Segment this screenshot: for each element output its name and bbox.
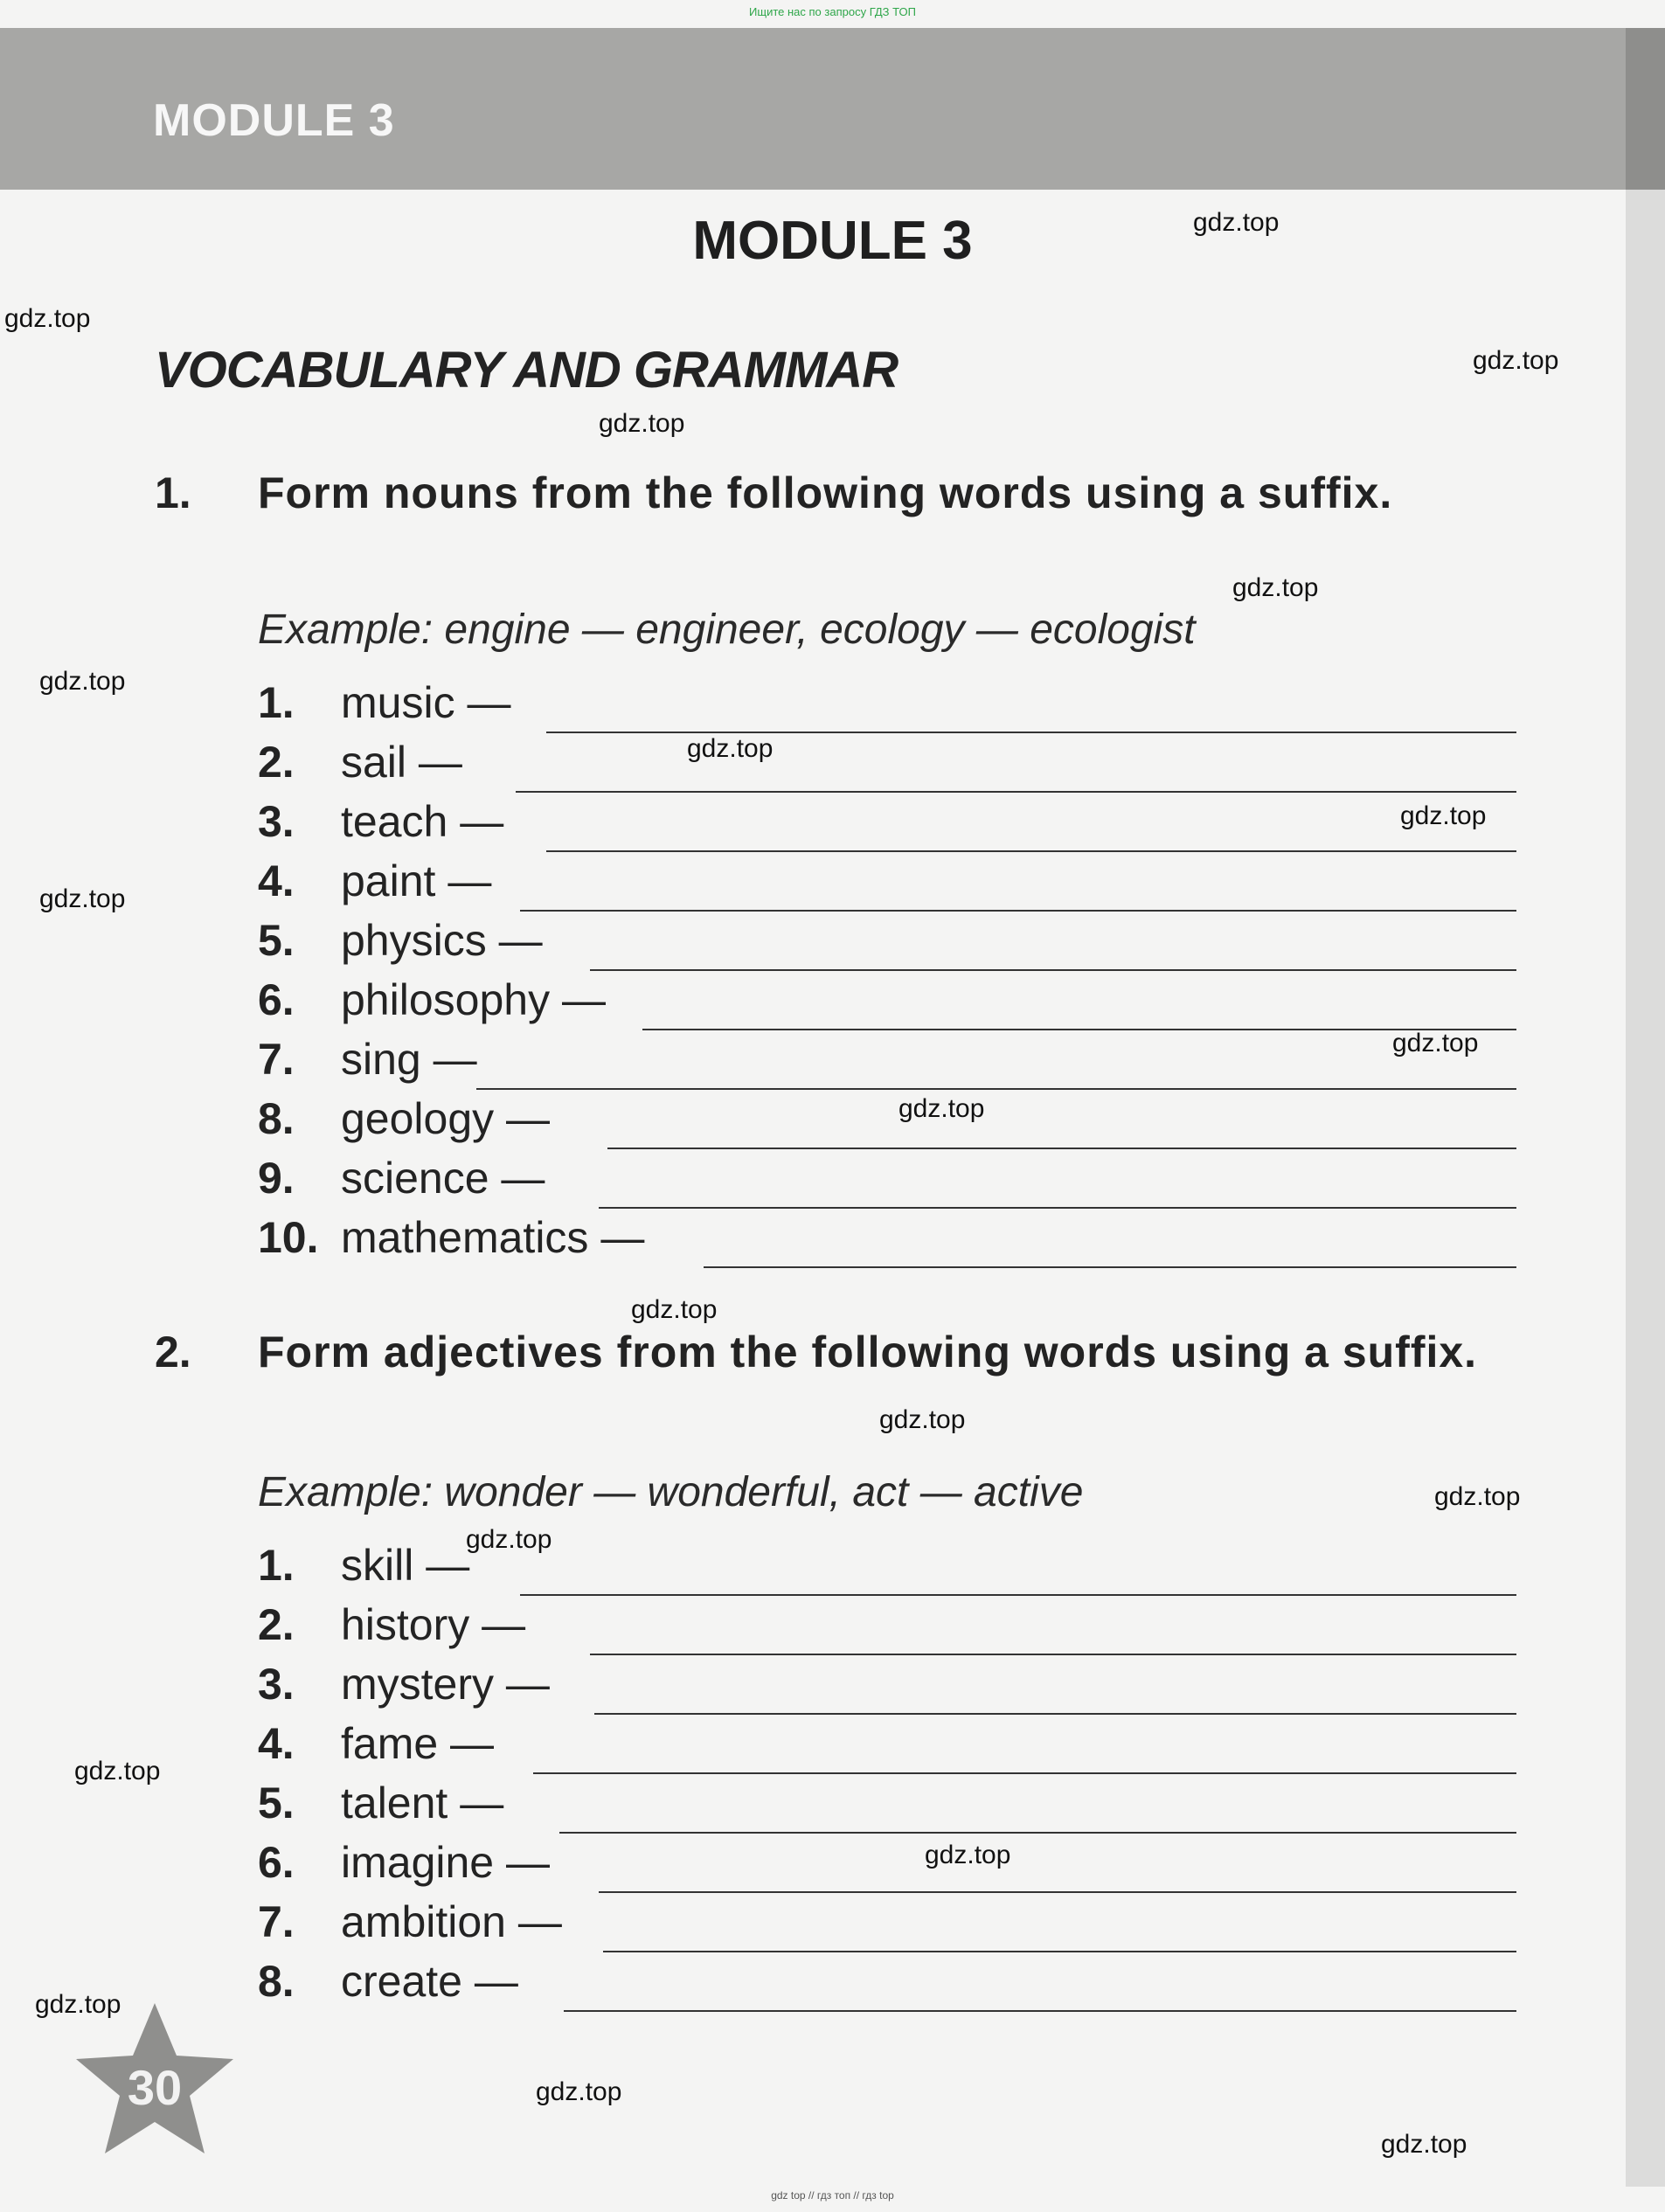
exercise-2-instruction: Form adjectives from the following words using a suffix.	[258, 1328, 1478, 1376]
item-word: create —	[341, 1957, 518, 2006]
item-word: imagine —	[341, 1838, 550, 1887]
exercise-item	[258, 915, 1516, 974]
watermark: gdz.top	[1434, 1482, 1521, 1511]
item-number: 3.	[258, 1660, 295, 1709]
item-number: 1.	[258, 1541, 295, 1590]
item-number: 5.	[258, 916, 295, 965]
watermark: gdz.top	[1193, 208, 1280, 237]
item-number: 9.	[258, 1154, 295, 1203]
answer-line[interactable]	[520, 1594, 1516, 1596]
exercise-item	[258, 1153, 1516, 1212]
exercise-item	[258, 796, 1516, 856]
top-search-note: Ищите нас по запросу ГДЗ ТОП	[749, 5, 916, 18]
exercise-item	[258, 1837, 1516, 1896]
watermark: gdz.top	[687, 734, 774, 763]
answer-line[interactable]	[590, 1654, 1516, 1655]
item-number: 7.	[258, 1897, 295, 1946]
page-number-star	[74, 2001, 236, 2159]
page-edge-cap	[1626, 28, 1665, 190]
item-word: mathematics —	[341, 1213, 645, 1262]
answer-line[interactable]	[564, 2010, 1516, 2012]
answer-line[interactable]	[476, 1088, 1516, 1090]
item-word: geology —	[341, 1094, 551, 1143]
watermark: gdz.top	[74, 1757, 161, 1786]
watermark: gdz.top	[466, 1525, 552, 1554]
item-word: teach —	[341, 797, 504, 846]
item-word: physics —	[341, 916, 543, 965]
item-number: 1.	[258, 678, 295, 727]
item-number: 8.	[258, 1094, 295, 1143]
watermark: gdz.top	[39, 884, 126, 913]
exercise-item	[258, 1212, 1516, 1272]
exercise-item	[258, 1778, 1516, 1837]
exercise-2-list	[258, 1540, 1516, 2015]
item-word: music —	[341, 678, 511, 727]
item-word: sail —	[341, 738, 462, 787]
section-title: VOCABULARY AND GRAMMAR	[155, 342, 898, 399]
item-number: 10.	[258, 1213, 319, 1262]
exercise-1-number: 1.	[155, 468, 191, 517]
module-header-title: MODULE 3	[153, 95, 395, 146]
item-word: sing —	[341, 1035, 477, 1084]
answer-line[interactable]	[704, 1266, 1516, 1268]
watermark: gdz.top	[631, 1295, 718, 1324]
exercise-item	[258, 974, 1516, 1034]
answer-line[interactable]	[594, 1713, 1516, 1715]
item-number: 2.	[258, 738, 295, 787]
exercise-item	[258, 856, 1516, 915]
watermark: gdz.top	[35, 1990, 121, 2019]
bottom-footer-note: gdz top // гдз топ // гдз top	[771, 2189, 894, 2202]
answer-line[interactable]	[603, 1951, 1516, 1952]
answer-line[interactable]	[599, 1207, 1516, 1209]
answer-line[interactable]	[546, 732, 1516, 733]
item-word: science —	[341, 1154, 545, 1203]
item-word: history —	[341, 1600, 526, 1649]
exercise-item	[258, 1956, 1516, 2015]
exercise-1-list	[258, 677, 1516, 1272]
item-number: 4.	[258, 1719, 295, 1768]
answer-line[interactable]	[607, 1148, 1516, 1149]
item-number: 4.	[258, 856, 295, 905]
answer-line[interactable]	[516, 791, 1516, 793]
exercise-item	[258, 1896, 1516, 1956]
exercise-item	[258, 1718, 1516, 1778]
watermark: gdz.top	[879, 1405, 966, 1434]
exercise-2-number: 2.	[155, 1328, 191, 1376]
item-number: 8.	[258, 1957, 295, 2006]
watermark: gdz.top	[1473, 346, 1559, 375]
item-number: 3.	[258, 797, 295, 846]
answer-line[interactable]	[642, 1029, 1516, 1030]
page-title: MODULE 3	[692, 211, 973, 271]
exercise-item	[258, 1599, 1516, 1659]
answer-line[interactable]	[546, 850, 1516, 852]
watermark: gdz.top	[1392, 1029, 1479, 1057]
item-number: 6.	[258, 975, 295, 1024]
exercise-item	[258, 1540, 1516, 1599]
exercise-1-example: Example: engine — engineer, ecology — ecologist	[258, 607, 1196, 653]
item-number: 5.	[258, 1779, 295, 1827]
item-number: 6.	[258, 1838, 295, 1887]
page-edge-strip	[1626, 28, 1665, 2187]
item-word: talent —	[341, 1779, 504, 1827]
item-number: 7.	[258, 1035, 295, 1084]
watermark: gdz.top	[599, 409, 685, 438]
answer-line[interactable]	[590, 969, 1516, 971]
page-number: 30	[127, 2060, 183, 2115]
exercise-1-instruction: Form nouns from the following words using a suffix.	[258, 468, 1393, 517]
item-word: mystery —	[341, 1660, 550, 1709]
exercise-item	[258, 1093, 1516, 1153]
watermark: gdz.top	[1400, 801, 1487, 830]
watermark: gdz.top	[925, 1841, 1011, 1869]
item-word: fame —	[341, 1719, 495, 1768]
answer-line[interactable]	[599, 1891, 1516, 1893]
exercise-item	[258, 677, 1516, 737]
watermark: gdz.top	[898, 1094, 985, 1123]
answer-line[interactable]	[533, 1772, 1516, 1774]
answer-line[interactable]	[520, 910, 1516, 912]
watermark: gdz.top	[536, 2077, 622, 2106]
item-word: ambition —	[341, 1897, 562, 1946]
watermark: gdz.top	[1381, 2130, 1467, 2159]
item-word: skill —	[341, 1541, 470, 1590]
item-word: philosophy —	[341, 975, 606, 1024]
watermark: gdz.top	[1232, 573, 1319, 602]
watermark: gdz.top	[4, 304, 91, 333]
exercise-item	[258, 1034, 1516, 1093]
watermark: gdz.top	[39, 667, 126, 696]
exercise-item	[258, 1659, 1516, 1718]
item-number: 2.	[258, 1600, 295, 1649]
item-word: paint —	[341, 856, 492, 905]
exercise-2-example: Example: wonder — wonderful, act — active	[258, 1469, 1084, 1515]
exercise-item	[258, 737, 1516, 796]
answer-line[interactable]	[559, 1832, 1516, 1834]
